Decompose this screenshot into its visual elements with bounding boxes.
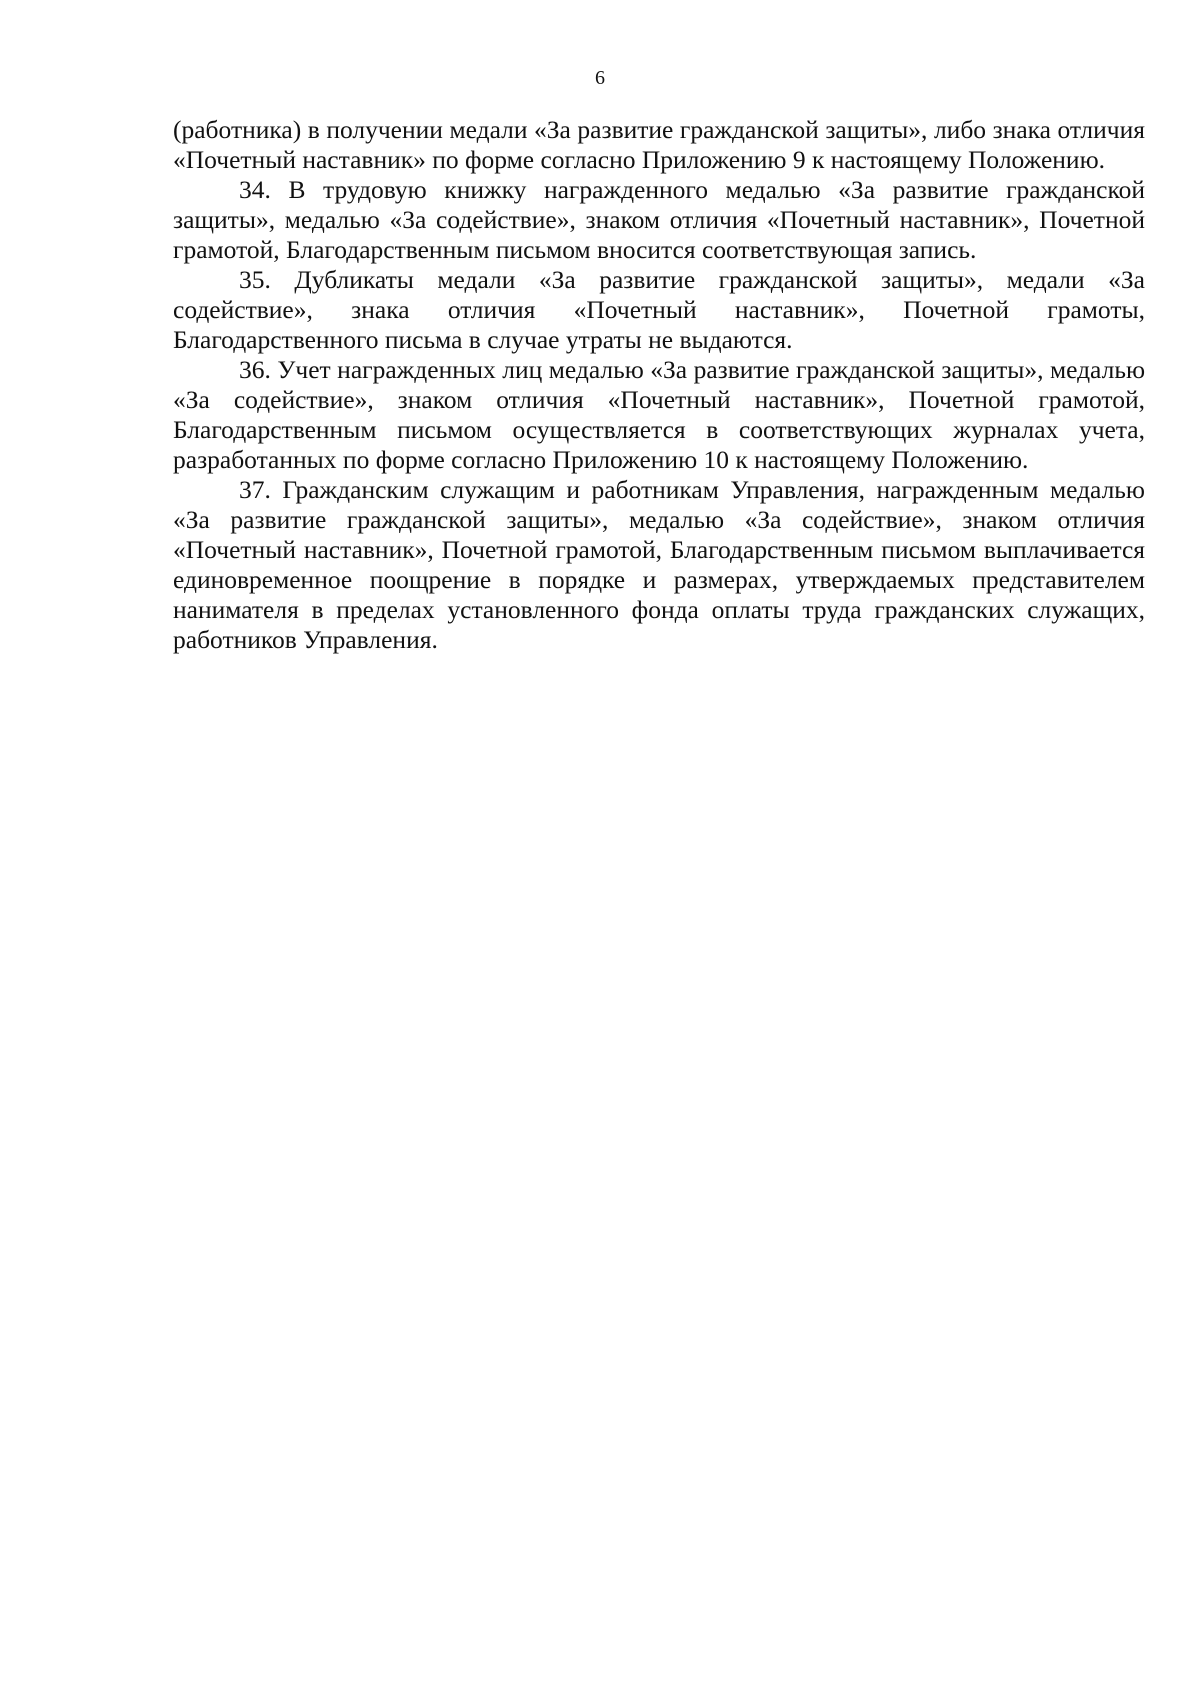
paragraph-continuation: (работника) в получении медали «За развитие гражданской защиты», либо знака отличия «Почетный наставник» по форме согласно Приложению 9 к настоящему Положению. bbox=[173, 115, 1145, 174]
paragraph-37: 37. Гражданским служащим и работникам Управления, награжденным медалью «За развитие гражданской защиты», медалью «За содействие», знаком отличия «Почетный наставник», Почетной грамотой, Благодарственным письмом выплачивается единовременное поощрение в порядке и размерах, утверждаемых представителем нанимателя в пределах установленного фонда оплаты труда гражданских служащих, работников Управления. bbox=[173, 475, 1145, 654]
page-number: 6 bbox=[595, 67, 605, 89]
document-body bbox=[173, 115, 1145, 655]
paragraph-34: 34. В трудовую книжку награжденного медалью «За развитие гражданской защиты», медалью «За содействие», знаком отличия «Почетный наставник», Почетной грамотой, Благодарственным письмом вносится соответствующая запись. bbox=[173, 175, 1145, 264]
paragraph-35: 35. Дубликаты медали «За развитие гражданской защиты», медали «За содействие», знака отличия «Почетный наставник», Почетной грамоты, Благодарственного письма в случае утраты не выдаются. bbox=[173, 265, 1145, 354]
paragraph-36: 36. Учет награжденных лиц медалью «За развитие гражданской защиты», медалью «За содействие», знаком отличия «Почетный наставник», Почетной грамотой, Благодарственным письмом осуществляется в соответствующих журналах учета, разработанных по форме согласно Приложению 10 к настоящему Положению. bbox=[173, 355, 1145, 474]
